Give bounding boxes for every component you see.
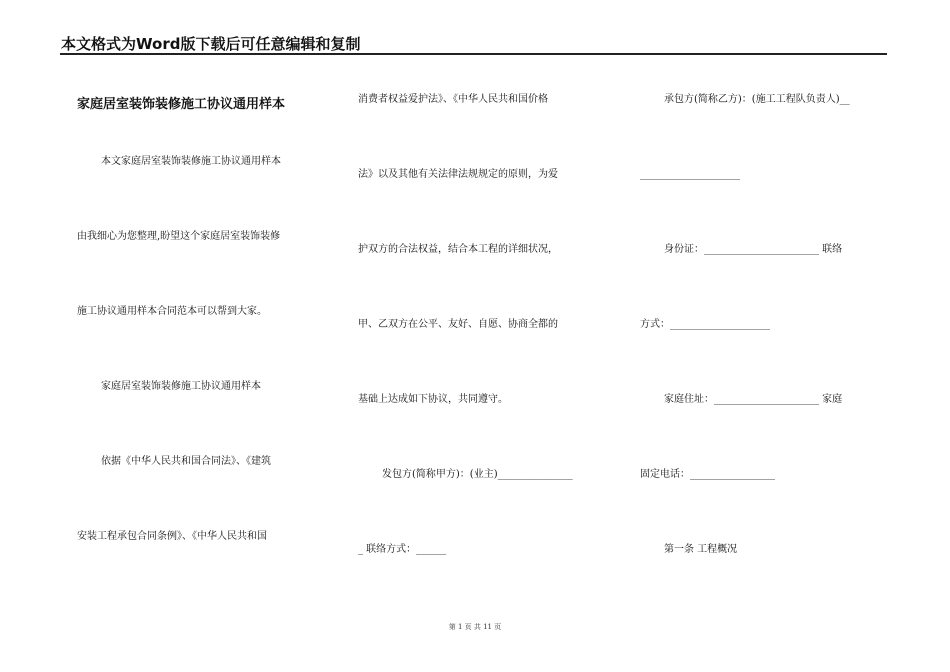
col2-line-7: _ 联络方式：______ [358, 544, 447, 555]
col1-line-4: 家庭居室装饰装修施工协议通用样本 [101, 381, 261, 392]
page-number: 第 1 页 共 11 页 [448, 623, 502, 631]
header-title: 本文格式为Word版下载后可任意编辑和复制 [61, 35, 361, 53]
col3-line-5: 家庭住址：_____________________ 家庭 [664, 394, 843, 405]
col2-line-1: 消费者权益爱护法》、《中华人民共和国价格 [358, 94, 548, 105]
col1-line-3: 施工协议通用样本合同范本可以帮到大家。 [77, 306, 267, 317]
col2-line-2: 法》以及其他有关法律法规规定的原则，为爱 [358, 169, 558, 180]
col3-line-7: 第一条 工程概况 [664, 544, 738, 555]
col1-line-6: 安装工程承包合同条例》、《中华人民共和国 [77, 531, 267, 542]
col2-line-6: 发包方(简称甲方)：(业主)_______________ [382, 469, 573, 480]
header-divider [60, 53, 887, 55]
col3-line-3: 身份证：_______________________ 联络 [664, 244, 843, 255]
col2-line-5: 基础上达成如下协议，共同遵守。 [358, 394, 508, 405]
col3-line-2: ____________________ [640, 169, 740, 180]
col3-line-1: 承包方(简称乙方)：(施工工程队负责人)__ [664, 94, 850, 105]
document-title: 家庭居室装饰装修施工协议通用样本 [77, 97, 286, 112]
col2-line-3: 护双方的合法权益，结合本工程的详细状况， [358, 244, 558, 255]
col1-line-1: 本文家庭居室装饰装修施工协议通用样本 [101, 156, 281, 167]
col2-line-4: 甲、乙双方在公平、友好、自愿、协商全都的 [358, 319, 558, 330]
col1-line-2: 由我细心为您整理,盼望这个家庭居室装饰装修 [77, 231, 281, 242]
col1-line-5: 依据《中华人民共和国合同法》、《建筑 [101, 456, 271, 467]
col3-line-6: 固定电话：_________________ [640, 469, 775, 480]
col3-line-4: 方式：____________________ [640, 319, 770, 330]
